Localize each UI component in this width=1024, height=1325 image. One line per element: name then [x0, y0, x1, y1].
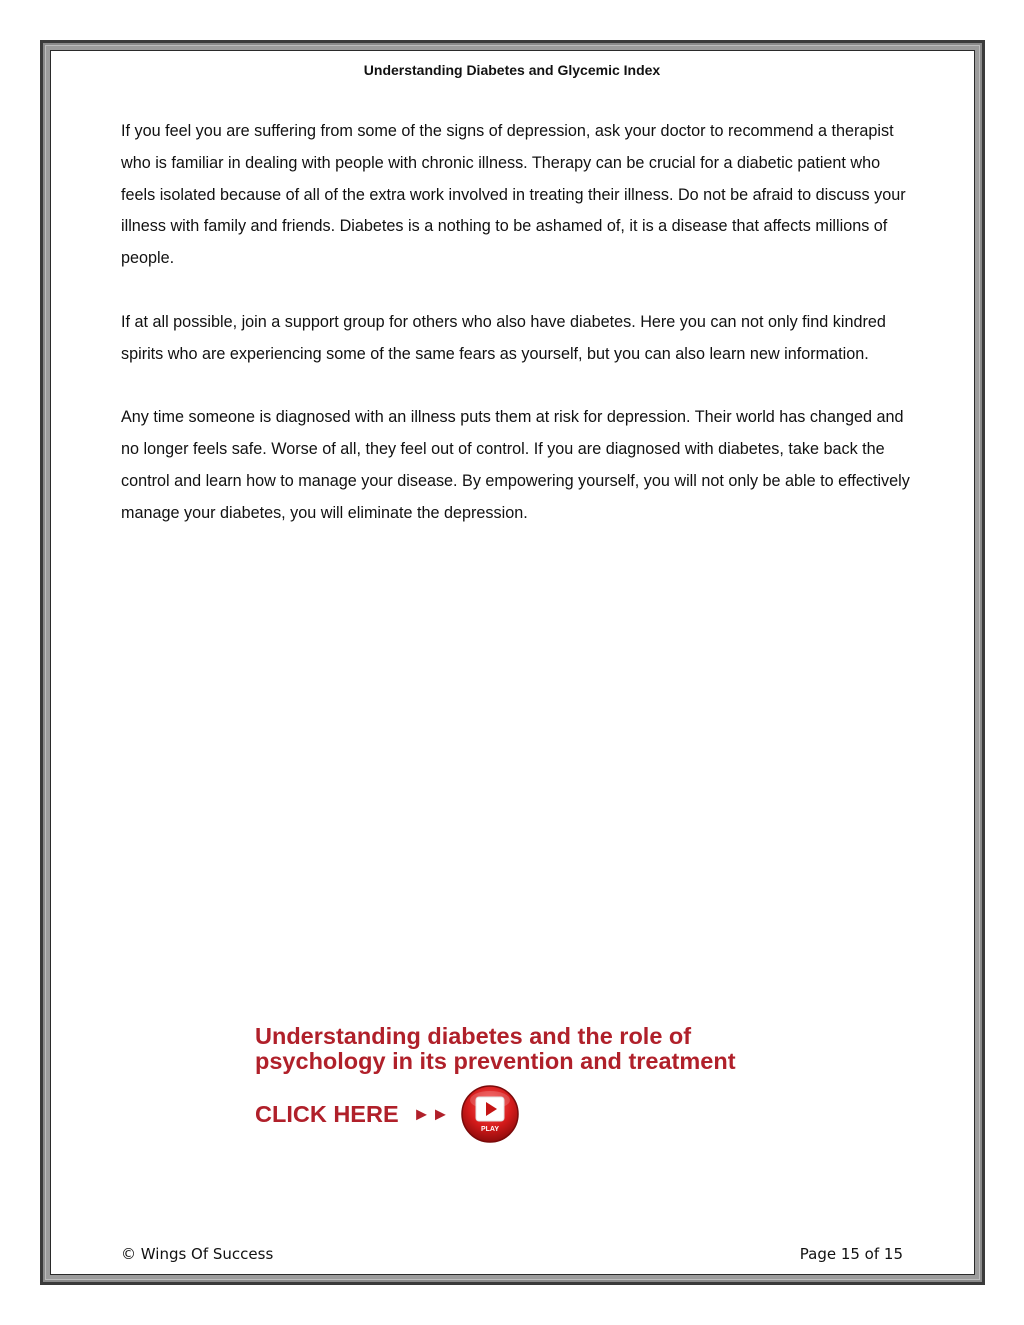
document-footer [121, 1245, 903, 1263]
promo-title[interactable] [255, 1024, 815, 1074]
promo-cta-row[interactable] [255, 1084, 815, 1144]
click-here-link[interactable]: CLICK HERE [255, 1101, 399, 1127]
paragraph-diagnosis-control: Any time someone is diagnosed with an illness puts them at risk for depression. Their world has changed and no longer feels safe. Worse of all, they feel out of control. If you are diagnosed with diabetes, take back the control and learn how to manage your disease. By empowering yourself, you will not only be able to effectively manage your diabetes, you will eliminate the depression. [121, 408, 910, 522]
promo-block [255, 1024, 815, 1144]
paragraph-depression-therapy: If you feel you are suffering from some of the signs of depression, ask your doctor to recommend a therapist who is familiar in dealing with people with chronic illness. Therapy can be crucial for a diabetic patient who feels isolated because of all of the extra work involved in treating their illness. Do not be afraid to discuss your illness with family and friends. Diabetes is a nothing to be ashamed of, it is a disease that affects millions of people. [121, 122, 906, 268]
footer-copyright: © Wings Of Success [121, 1245, 274, 1263]
play-button[interactable] [460, 1084, 520, 1144]
promo-title-line1: Understanding diabetes and the role of [255, 1023, 692, 1049]
document-body [121, 116, 911, 561]
footer-page-number: Page 15 of 15 [799, 1245, 903, 1263]
paragraph-support-group: If at all possible, join a support group for others who also have diabetes. Here you can not only find kindred spirits who are experiencing some of the same fears as yourself, but you can also learn new information. [121, 312, 886, 363]
play-label: PLAY [481, 1126, 500, 1133]
document-header-title: Understanding Diabetes and Glycemic Index [363, 62, 661, 78]
promo-title-line2: psychology in its prevention and treatment [255, 1048, 736, 1074]
double-arrow-icon: ►► [412, 1103, 451, 1124]
